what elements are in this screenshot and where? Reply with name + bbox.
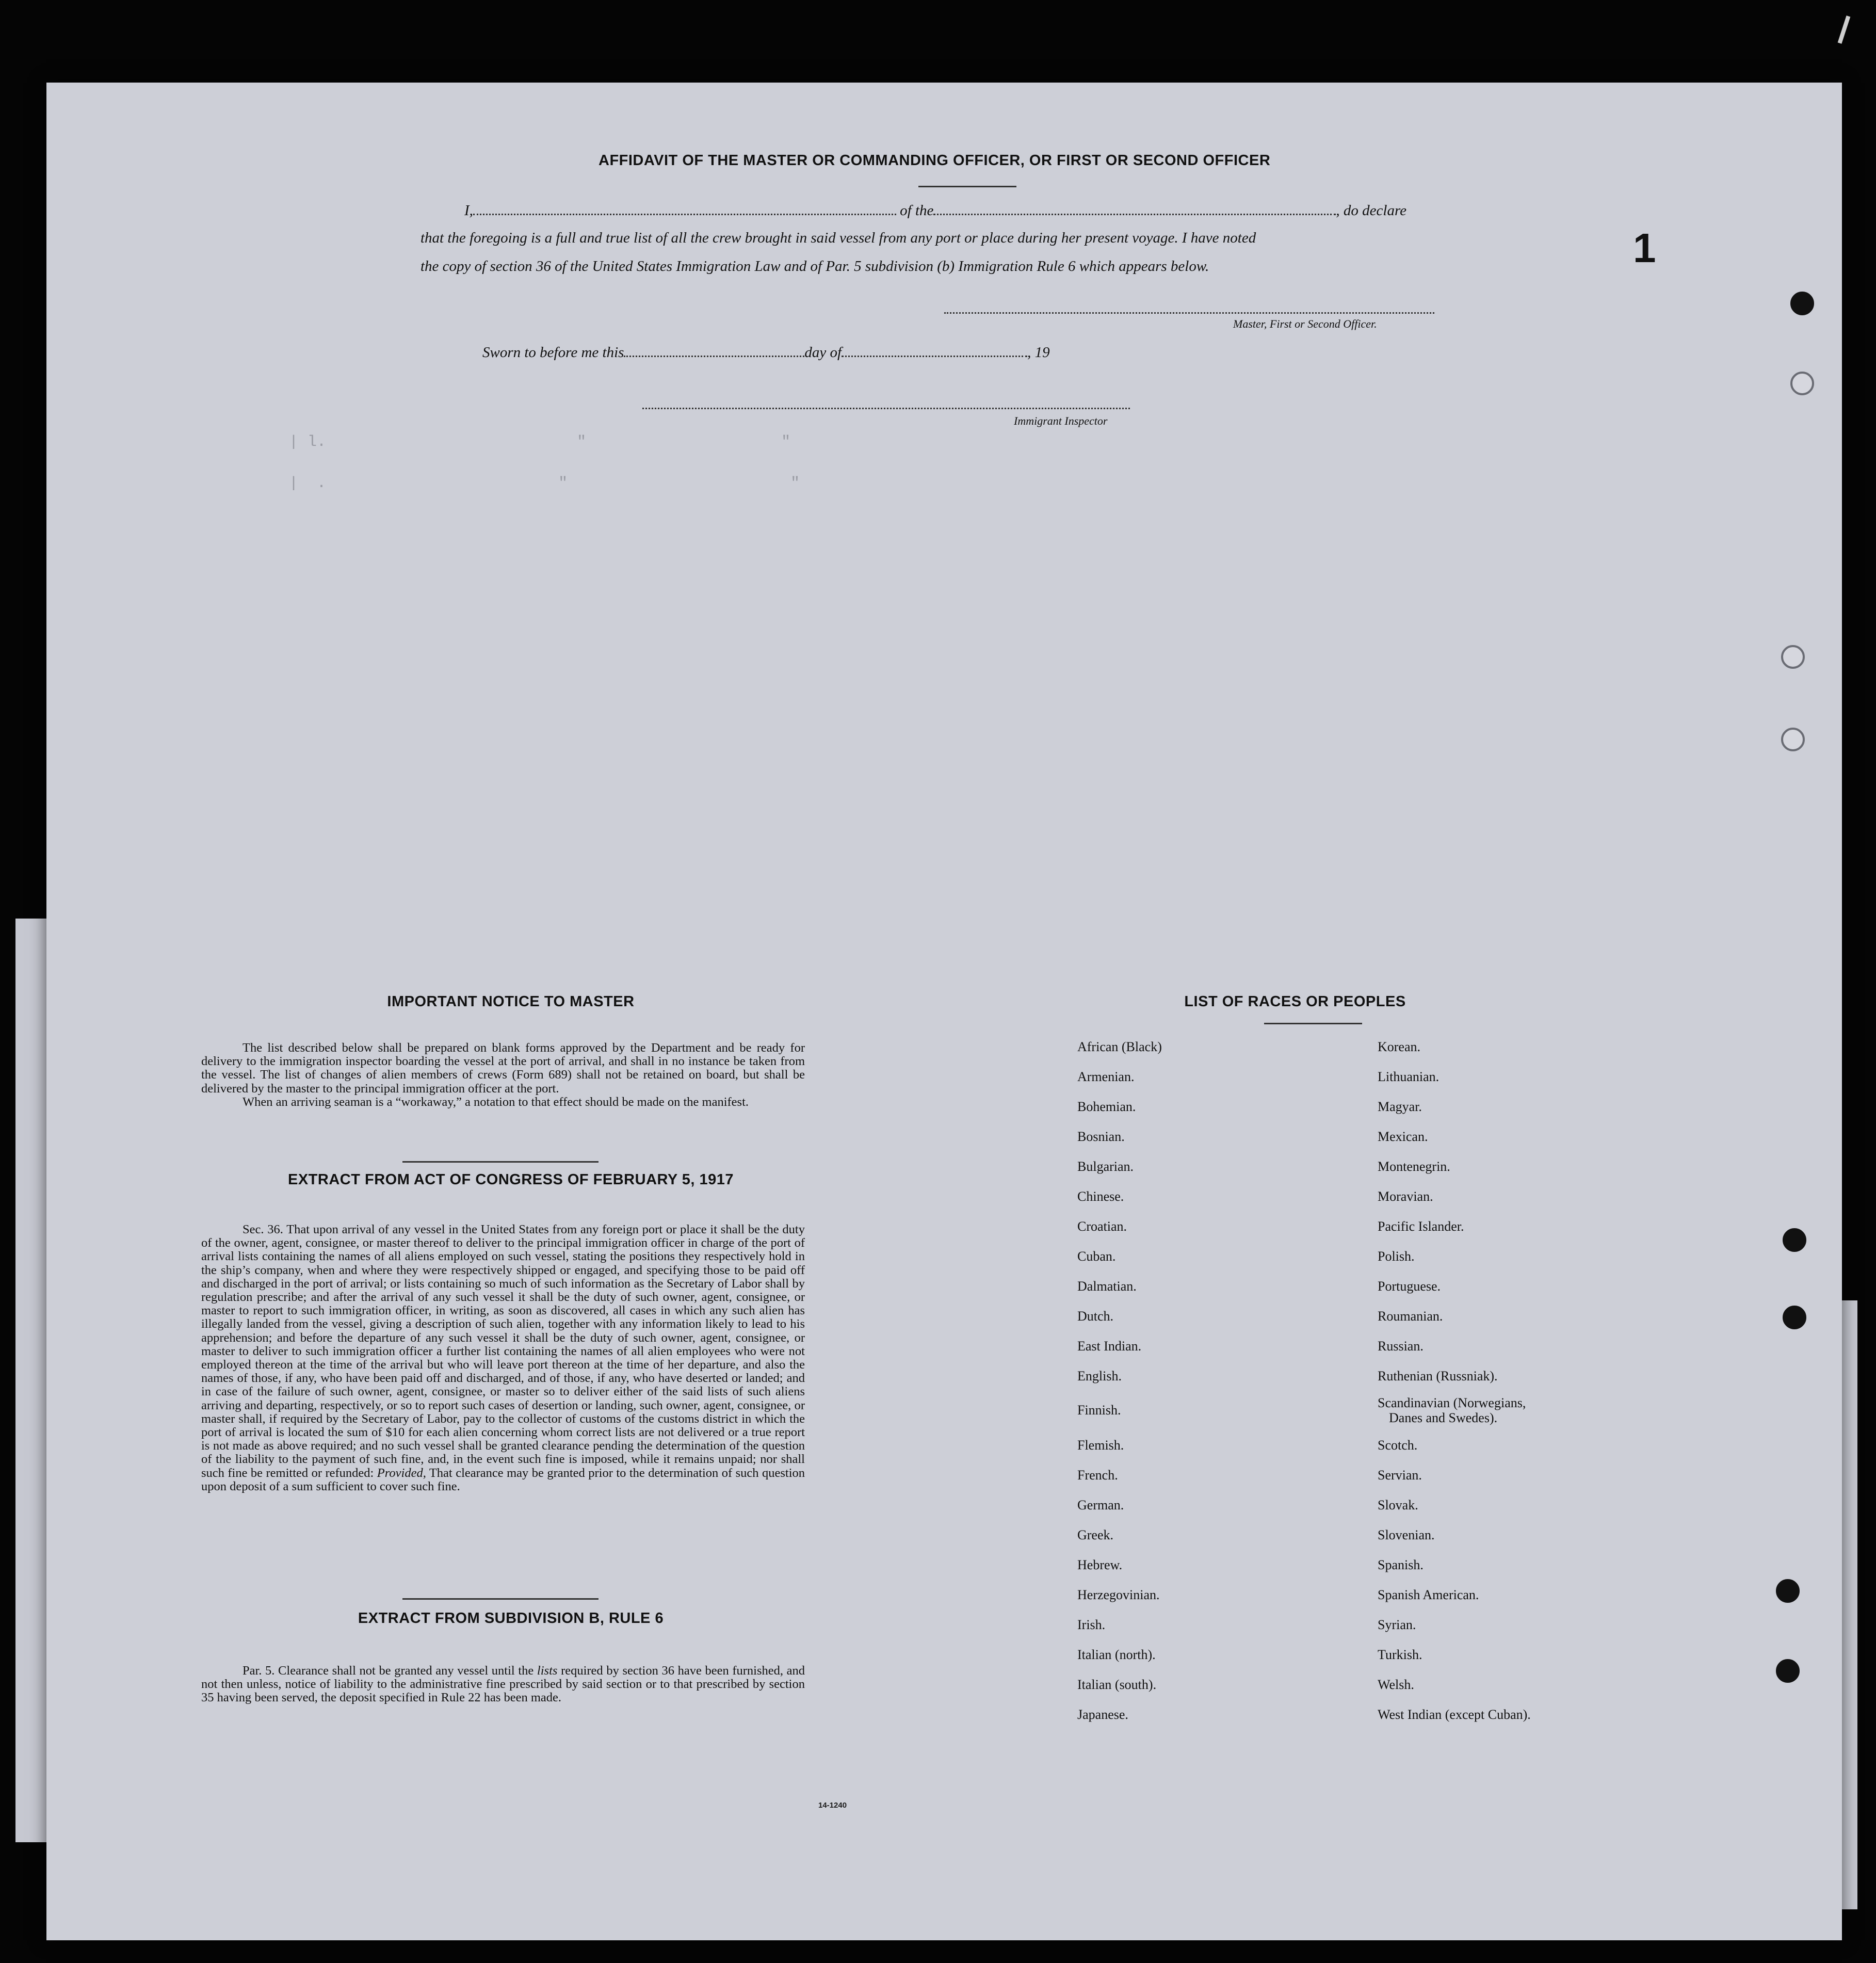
races-title-rule: [1264, 1023, 1362, 1024]
race-item: Polish.: [1378, 1249, 1415, 1264]
notice-title: IMPORTANT NOTICE TO MASTER: [387, 993, 635, 1010]
race-item: Turkish.: [1378, 1647, 1422, 1662]
corner-mark: [1838, 15, 1851, 44]
race-item: West Indian (except Cuban).: [1378, 1707, 1531, 1722]
notice-text: [201, 1041, 805, 1109]
race-item: Slovenian.: [1378, 1527, 1435, 1542]
document-sheet: [46, 83, 1842, 1940]
race-item: Mexican.: [1378, 1129, 1428, 1144]
race-item: Flemish.: [1077, 1438, 1124, 1453]
rule-text-end: required by section 36 have been furnished, and not then unless, notice of liability to the administrative fine prescribed by said section or to that prescribed by section 35 having been served, the deposit specified in Rule 22 has been made.: [201, 1664, 805, 1705]
section-rule: [402, 1598, 599, 1600]
race-item: Japanese.: [1077, 1707, 1128, 1722]
race-item: Croatian.: [1077, 1219, 1127, 1234]
sworn-day-blank: [624, 343, 804, 357]
act-extract-text: [201, 1223, 805, 1493]
punch-hole-icon: [1783, 1306, 1806, 1329]
vessel-prefix: of the: [900, 202, 934, 219]
race-item: Lithuanian.: [1378, 1069, 1440, 1084]
race-item: English.: [1077, 1369, 1122, 1383]
race-item: Syrian.: [1378, 1617, 1416, 1632]
lists-word: lists: [537, 1664, 558, 1678]
race-item: Dalmatian.: [1077, 1279, 1137, 1294]
race-item: Moravian.: [1378, 1189, 1433, 1204]
races-list-left: [1077, 1032, 1162, 1730]
affidavit-line-2: that the foregoing is a full and true list of all the crew brought in said vessel from any port or place during her present voyage. I have noted: [421, 230, 1256, 246]
punch-hole-icon: [1790, 372, 1814, 395]
punch-hole-icon: [1790, 292, 1814, 315]
race-item: Armenian.: [1077, 1069, 1135, 1084]
sworn-month-blank: [842, 343, 1027, 357]
sworn-line: [482, 343, 1050, 361]
race-item: French.: [1077, 1468, 1118, 1483]
race-item: Finnish.: [1077, 1403, 1121, 1418]
race-item: Spanish.: [1378, 1557, 1424, 1572]
affidavit-title: AFFIDAVIT OF THE MASTER OR COMMANDING OFFICER, OR FIRST OR SECOND OFFICER: [599, 152, 1271, 169]
vessel-blank: [933, 201, 1336, 215]
punch-hole-icon: [1781, 728, 1805, 751]
sworn-day-label: day of: [804, 344, 842, 361]
punch-hole-icon: [1776, 1579, 1800, 1603]
name-blank: [473, 201, 896, 215]
inspector-signature-line: [642, 408, 1130, 409]
section-rule: [402, 1161, 599, 1163]
race-item: Roumanian.: [1378, 1309, 1443, 1324]
punch-hole-icon: [1781, 645, 1805, 669]
punch-hole-icon: [1776, 1659, 1800, 1683]
page-number: 1: [1633, 225, 1656, 271]
race-item: Irish.: [1077, 1617, 1106, 1632]
race-item: Hebrew.: [1077, 1557, 1123, 1572]
races-title: LIST OF RACES OR PEOPLES: [1184, 993, 1406, 1010]
notice-paragraph-2: When an arriving seaman is a “workaway,” a notation to that effect should be made on the manifest.: [242, 1095, 749, 1109]
race-item: Chinese.: [1077, 1189, 1124, 1204]
sworn-prefix: Sworn to before me this: [482, 344, 624, 361]
proviso-text: That clearance may be granted prior to the determination of such question upon deposit of a sum sufficient to cover such fine.: [201, 1466, 805, 1493]
rule-extract-text: [201, 1664, 805, 1705]
race-item: Welsh.: [1378, 1677, 1414, 1692]
race-item: Herzegovinian.: [1077, 1587, 1160, 1602]
declare-text: , do declare: [1336, 202, 1407, 219]
race-item: Greek.: [1077, 1527, 1114, 1542]
affidavit-line-1: [464, 201, 1406, 219]
race-item-line: Scandinavian (Norwegians,: [1378, 1395, 1526, 1410]
punch-hole-icon: [1783, 1228, 1806, 1252]
race-item: Italian (south).: [1077, 1677, 1157, 1692]
race-item: East Indian.: [1077, 1339, 1142, 1354]
race-item: Italian (north).: [1077, 1647, 1156, 1662]
race-item-continuation: Danes and Swedes).: [1389, 1410, 1498, 1425]
race-item: Montenegrin.: [1378, 1159, 1450, 1174]
race-item: Dutch.: [1077, 1309, 1114, 1324]
race-item: Bulgarian.: [1077, 1159, 1134, 1174]
section-label: Sec. 36.: [242, 1222, 283, 1236]
bleed-through-marks: | . " ": [289, 475, 800, 492]
race-item-scandinavian: [1378, 1391, 1531, 1430]
declarant-prefix: I,: [464, 202, 473, 219]
race-item: Russian.: [1378, 1339, 1424, 1354]
race-item: Servian.: [1378, 1468, 1422, 1483]
rule-text-start: Par. 5. Clearance shall not be granted any vessel until the: [242, 1664, 534, 1678]
bleed-through-marks: | l. " ": [289, 433, 791, 451]
races-list-right: [1378, 1032, 1531, 1730]
master-caption: Master, First or Second Officer.: [1233, 317, 1377, 330]
proviso-label: Provided,: [377, 1466, 426, 1480]
race-item: Cuban.: [1077, 1249, 1116, 1264]
race-item: Portuguese.: [1378, 1279, 1441, 1294]
race-item: Bohemian.: [1077, 1099, 1136, 1114]
affidavit-line-3: the copy of section 36 of the United States Immigration Law and of Par. 5 subdivision (b) Immigration Rule 6 which appears below.: [421, 258, 1209, 275]
race-item: Korean.: [1378, 1039, 1421, 1054]
race-item: Scotch.: [1378, 1438, 1418, 1453]
race-item: Slovak.: [1378, 1498, 1418, 1513]
race-item: Spanish American.: [1378, 1587, 1479, 1602]
race-item: African (Black): [1077, 1039, 1162, 1054]
sworn-year: , 19: [1027, 344, 1050, 361]
section-36-text: That upon arrival of any vessel in the United States from any foreign port or place it shall be the duty of the owner, agent, consignee, or master thereof to deliver to the principal immigration officer in charge of the port of arrival lists containing the names of all aliens employed on such vessel, stating the positions they respectively hold in the ship’s company, when and where they were respectively shipped or engaged, and specifying those to be paid off and discharged in the port of arrival; or lists containing so much of such information as the Secretary of Labor shall by regulation prescribe; and after the arrival of any such vessel it shall be the duty of such owner, agent, consignee, or master to report to such immigration officer, in writing, as soon as discovered, all cases in which any such alien has illegally landed from the vessel, giving a description of such alien, together with any information likely to lead to his apprehension; and before the departure of any such vessel it shall be the duty of such owner, agent, consignee, or master to deliver to such immigration officer a further list containing the names of all alien employees who were not employed thereon at the time of the arrival but who will leave port thereon at the time of her departure, and also the names of those, if any, who have been paid off and discharged, and of those, if any, who have deserted or landed; and in case of the failure of such owner, agent, consignee, or master so to deliver either of the said lists of such aliens arriving and departing, respectively, or so to report such cases of desertion or landing, such owner, agent, consignee, or master shall, if required by the Secretary of Labor, pay to the collector of customs of the customs district in which the port of arrival is located the sum of $10 for each alien concerning whom correct lists are not delivered or a true report is not made as above required; and no such vessel shall be granted clearance pending the determination of the question of the liability to the payment of such fine, and, in the event such fine is imposed, while it remains unpaid; nor shall such fine be remitted or refunded:: [201, 1222, 805, 1480]
act-extract-title: EXTRACT FROM ACT OF CONGRESS OF FEBRUARY 5, 1917: [287, 1171, 734, 1188]
race-item: Ruthenian (Russniak).: [1378, 1369, 1498, 1383]
rule-extract-title: EXTRACT FROM SUBDIVISION B, RULE 6: [358, 1610, 664, 1627]
master-signature-line: [944, 312, 1434, 314]
race-item: Bosnian.: [1077, 1129, 1125, 1144]
race-item: Pacific Islander.: [1378, 1219, 1464, 1234]
form-code: 14-1240: [818, 1801, 847, 1810]
notice-paragraph-1: The list described below shall be prepared on blank forms approved by the Department and be ready for delivery to the immigration inspector boarding the vessel at the port of arrival, and shall in no instance be taken from the vessel. The list of changes of alien members of crews (Form 689) shall not be retained on board, but shall be delivered by the master to the principal immigration officer at the port.: [201, 1041, 805, 1096]
race-item: German.: [1077, 1498, 1124, 1513]
race-item: Magyar.: [1378, 1099, 1422, 1114]
inspector-caption: Immigrant Inspector: [1014, 414, 1108, 427]
title-rule: [918, 186, 1016, 187]
